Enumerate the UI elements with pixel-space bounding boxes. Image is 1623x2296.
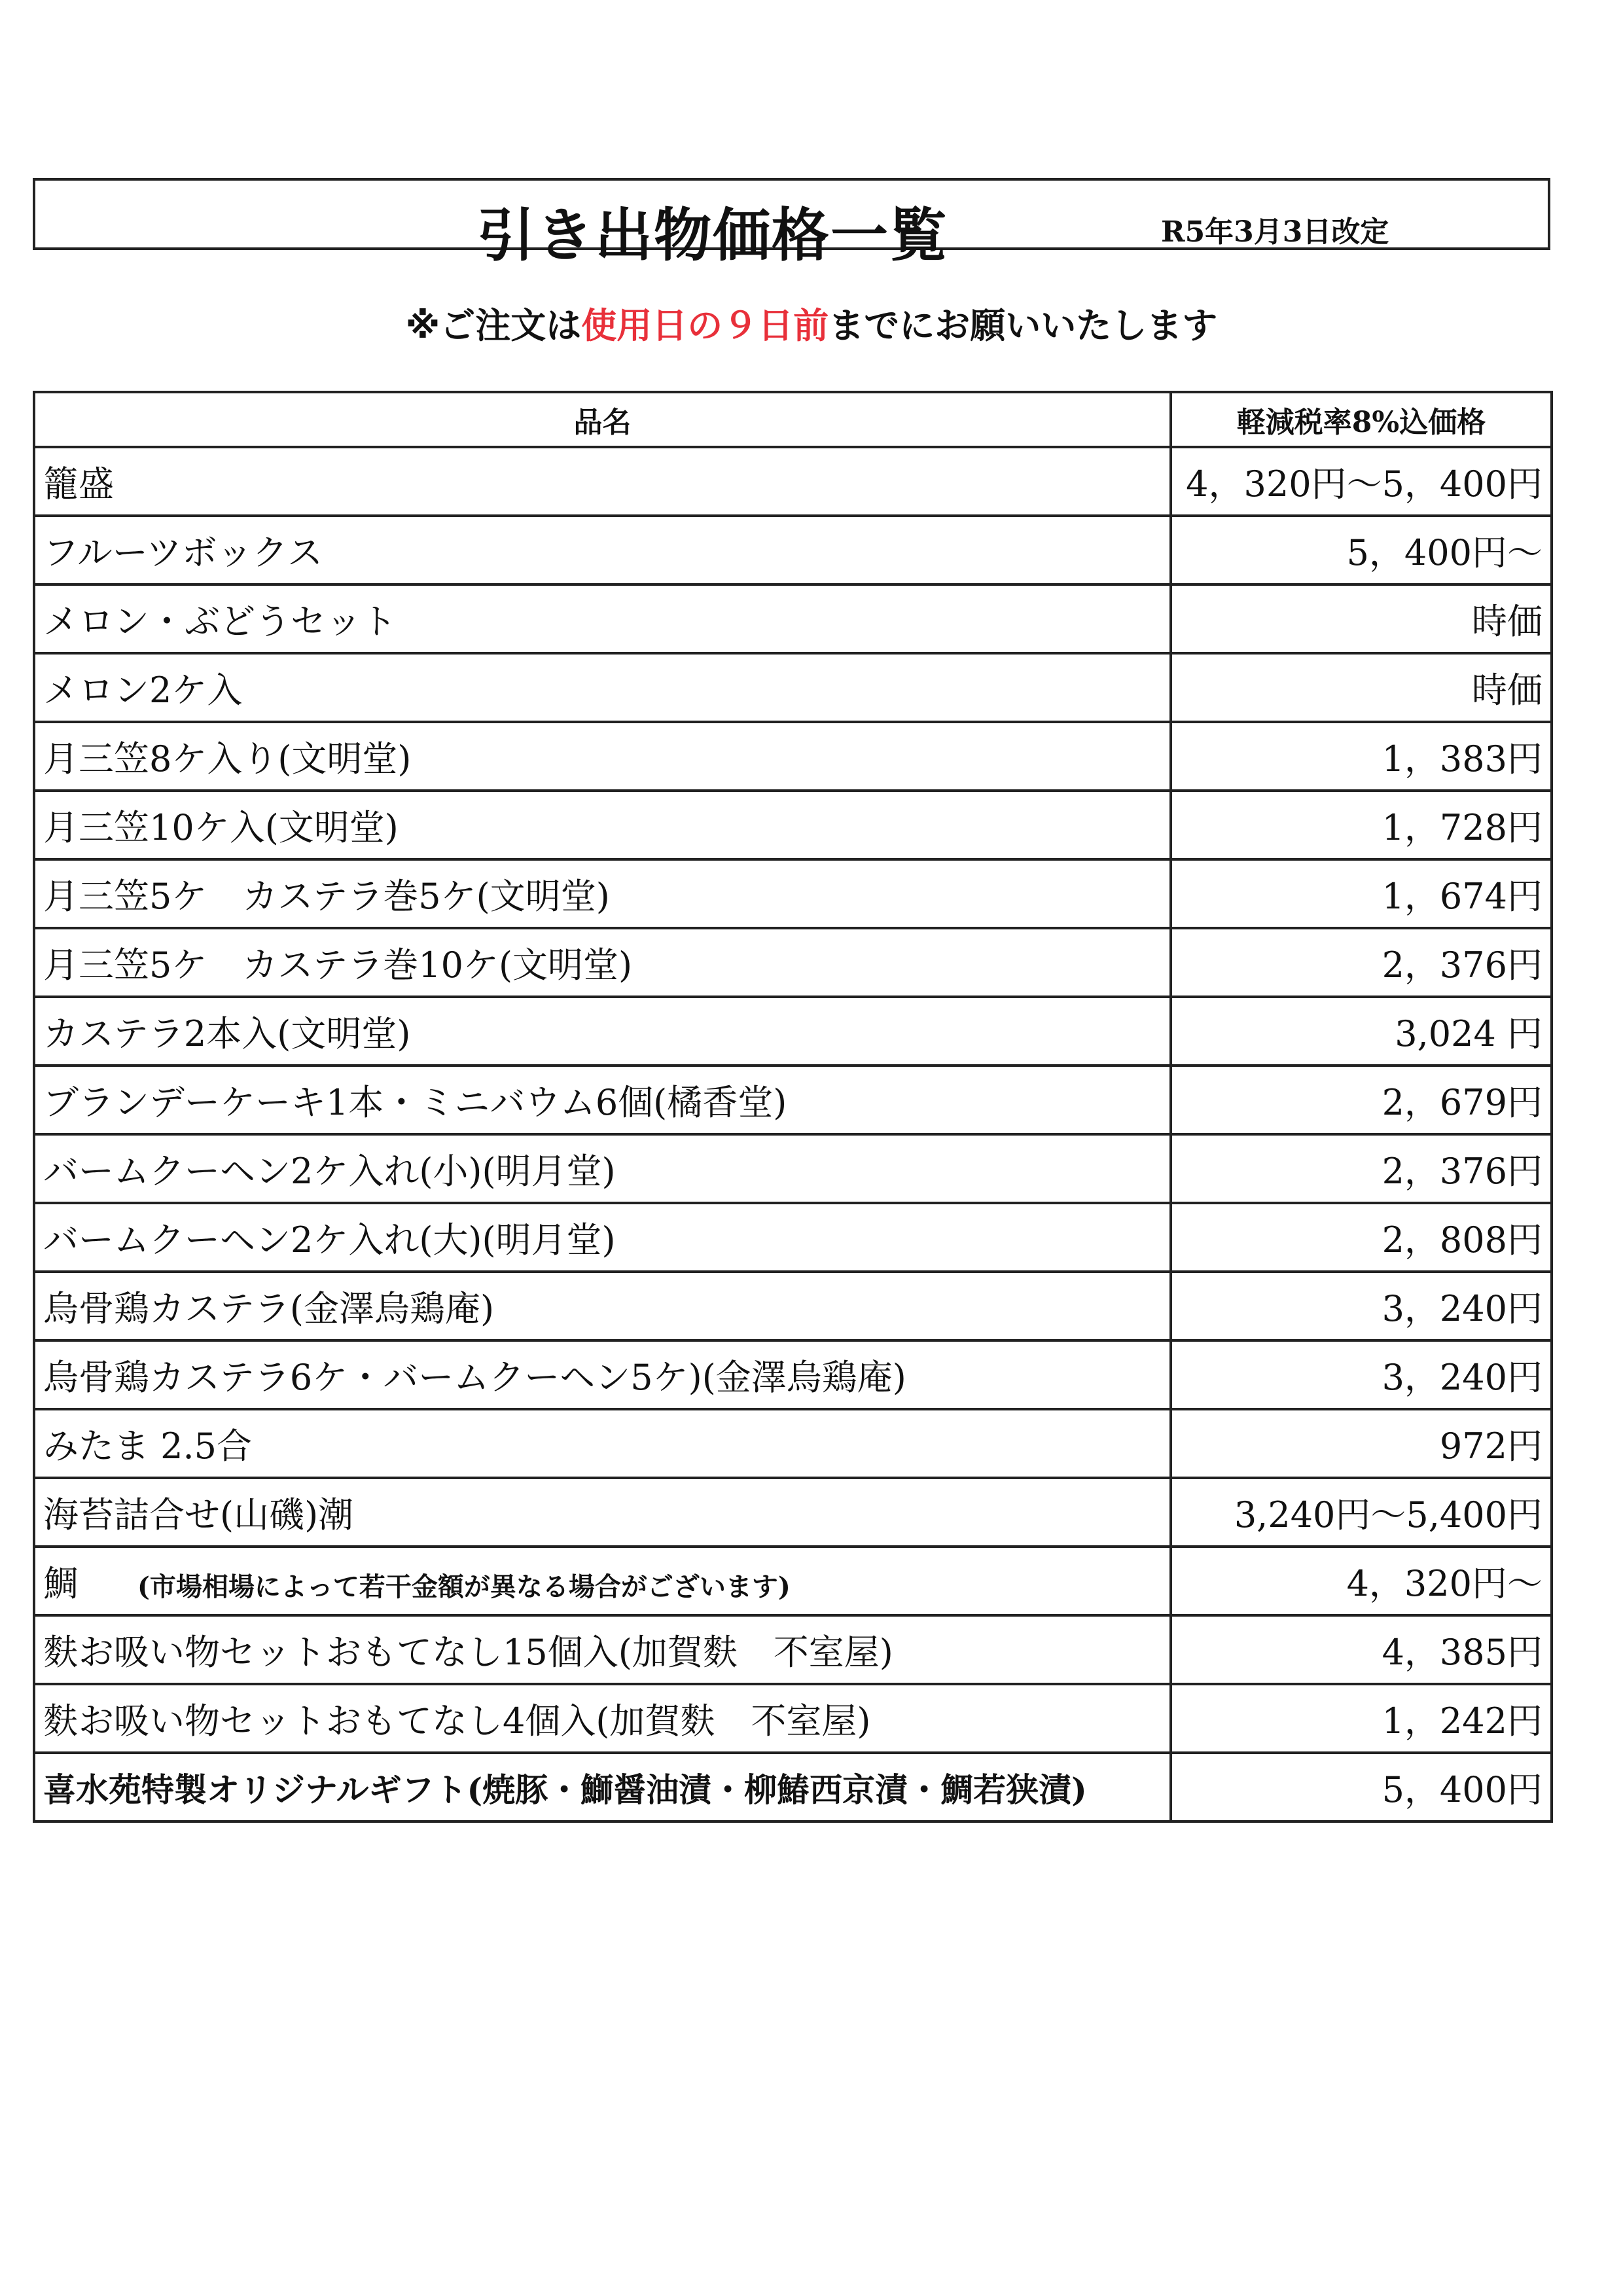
table-row — [34, 1753, 1552, 1821]
revision-date: R5年3月3日改定 — [1161, 215, 1389, 249]
item-price: 3,024 円 — [1171, 997, 1552, 1066]
item-name-cell — [34, 1684, 1171, 1753]
title-box — [33, 178, 1550, 269]
item-name: 籠盛 — [43, 463, 114, 505]
item-name: カステラ2本入(文明堂) — [43, 1013, 411, 1054]
notice-prefix: ※ご注文は — [405, 305, 582, 346]
item-name: 麩お吸い物セットおもてなし15個入(加賀麩 不室屋) — [43, 1632, 893, 1673]
table-row — [34, 791, 1552, 859]
item-name-cell — [34, 447, 1171, 516]
table-row — [34, 928, 1552, 997]
item-name-cell — [34, 791, 1171, 859]
table-row — [34, 859, 1552, 928]
item-name-cell — [34, 1478, 1171, 1547]
table-row — [34, 516, 1552, 584]
table-header-row — [34, 392, 1552, 447]
item-name: 麩お吸い物セットおもてなし4個入(加賀麩 不室屋) — [43, 1700, 871, 1742]
item-name: メロン・ぶどうセット — [43, 601, 397, 642]
item-price: 1，242円 — [1171, 1684, 1552, 1753]
table-row — [34, 653, 1552, 722]
item-price: 3，240円 — [1171, 1340, 1552, 1409]
page-title: 引き出物価格一覧 — [476, 201, 948, 269]
item-price: 4，385円 — [1171, 1615, 1552, 1684]
item-price: 3,240円～5,400円 — [1171, 1478, 1552, 1547]
table-row — [34, 1066, 1552, 1134]
column-header-name: 品名 — [34, 392, 1171, 447]
item-price: 4，320円～5，400円 — [1171, 447, 1552, 516]
table-row — [34, 997, 1552, 1066]
item-price: 2，376円 — [1171, 1134, 1552, 1203]
table-row — [34, 1478, 1552, 1547]
item-name: 鯛 — [43, 1563, 79, 1604]
item-name-cell — [34, 997, 1171, 1066]
table-row — [34, 1684, 1552, 1753]
item-name: 烏骨鶏カステラ(金澤烏鶏庵) — [43, 1288, 495, 1329]
item-price: 1，728円 — [1171, 791, 1552, 859]
item-name-cell — [34, 1547, 1171, 1615]
item-price: 2，376円 — [1171, 928, 1552, 997]
item-price: 2，808円 — [1171, 1203, 1552, 1272]
item-name-cell — [34, 1753, 1171, 1821]
notice-highlight: 使用日の９日前 — [581, 305, 829, 346]
item-name: バームクーヘン2ケ入れ(小)(明月堂) — [43, 1151, 616, 1192]
item-name: 月三笠8ケ入り(文明堂) — [43, 738, 412, 780]
item-name: フルーツボックス — [43, 532, 323, 573]
item-name-cell — [34, 859, 1171, 928]
table-row — [34, 722, 1552, 791]
item-name: バームクーヘン2ケ入れ(大)(明月堂) — [43, 1219, 616, 1261]
item-name-cell — [34, 722, 1171, 791]
item-name-cell — [34, 1134, 1171, 1203]
item-price: 972円 — [1171, 1409, 1552, 1478]
item-name: 月三笠5ケ カステラ巻10ケ(文明堂) — [43, 944, 633, 986]
item-name: 月三笠5ケ カステラ巻5ケ(文明堂) — [43, 876, 610, 917]
table-row — [34, 1340, 1552, 1409]
item-name: みたま 2.5合 — [43, 1426, 253, 1467]
item-name-cell — [34, 1615, 1171, 1684]
item-name-cell — [34, 1066, 1171, 1134]
item-price: 時価 — [1171, 653, 1552, 722]
item-name: 月三笠10ケ入(文明堂) — [43, 807, 399, 848]
item-price: 5，400円～ — [1171, 516, 1552, 584]
item-name: ブランデーケーキ1本・ミニバウム6個(橘香堂) — [43, 1082, 787, 1123]
item-name: 海苔詰合せ(山磯)潮 — [43, 1494, 354, 1535]
item-note: (市場相場によって若干金額が異なる場合がございます) — [137, 1571, 791, 1602]
item-price: 2，679円 — [1171, 1066, 1552, 1134]
item-name: 烏骨鶏カステラ6ケ・バームクーヘン5ケ)(金澤烏鶏庵) — [43, 1357, 906, 1398]
table-row — [34, 1272, 1552, 1340]
item-name-cell — [34, 516, 1171, 584]
item-name-cell — [34, 584, 1171, 653]
table-row — [34, 1547, 1552, 1615]
item-price: 5，400円 — [1171, 1753, 1552, 1821]
item-price: 1，674円 — [1171, 859, 1552, 928]
item-name-cell — [34, 653, 1171, 722]
item-name-cell — [34, 1203, 1171, 1272]
item-name-cell — [34, 1409, 1171, 1478]
order-notice — [0, 298, 1623, 348]
item-name-cell — [34, 1340, 1171, 1409]
table-row — [34, 584, 1552, 653]
table-row — [34, 1134, 1552, 1203]
item-price: 3，240円 — [1171, 1272, 1552, 1340]
table-row — [34, 1615, 1552, 1684]
table-row — [34, 1409, 1552, 1478]
item-price: 時価 — [1171, 584, 1552, 653]
item-name-cell — [34, 928, 1171, 997]
table-row — [34, 1203, 1552, 1272]
notice-suffix: までにお願いいたします — [829, 305, 1218, 346]
item-name: 喜水苑特製オリジナルギフト(焼豚・鰤醤油漬・柳鰆西京漬・鯛若狭漬) — [43, 1770, 1087, 1809]
table-row — [34, 447, 1552, 516]
item-name: メロン2ケ入 — [43, 670, 243, 711]
item-price: 4，320円～ — [1171, 1547, 1552, 1615]
column-header-price: 軽減税率8%込価格 — [1171, 392, 1552, 447]
price-table — [33, 391, 1553, 1823]
item-price: 1，383円 — [1171, 722, 1552, 791]
item-name-cell — [34, 1272, 1171, 1340]
